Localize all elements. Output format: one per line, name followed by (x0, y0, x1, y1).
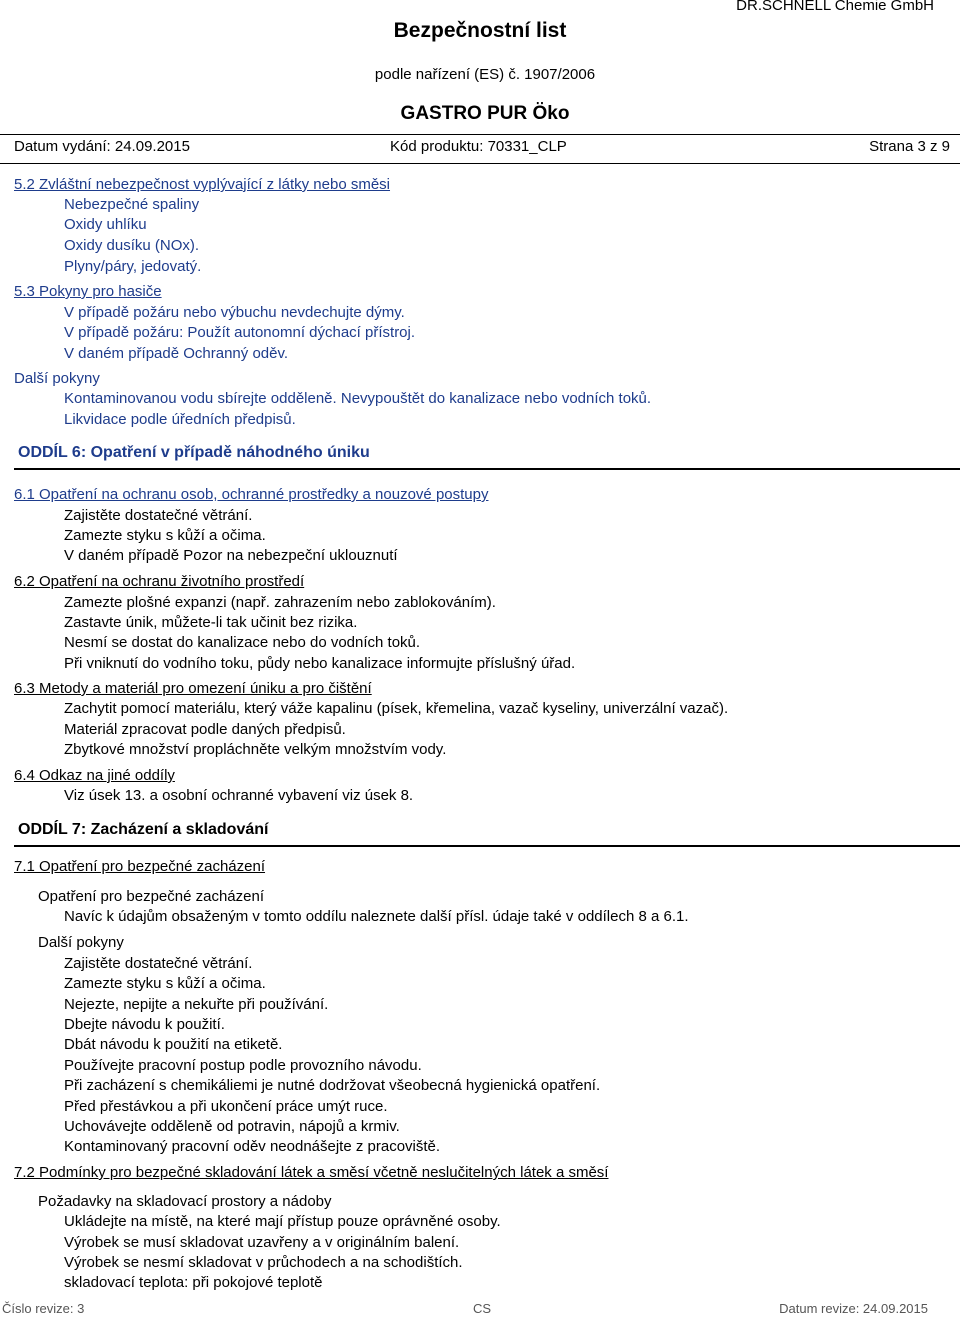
text-line: Nebezpečné spaliny (64, 196, 200, 213)
text-line: Dbát návodu k použití na etiketě. (64, 1036, 283, 1053)
text-line: skladovací teplota: při pokojové teplotě (64, 1274, 323, 1291)
page-number: Strana 3 z 9 (869, 138, 950, 155)
sub-heading: Další pokyny (14, 370, 100, 387)
text-line: Zamezte styku s kůží a očima. (64, 527, 266, 544)
revision-date: Datum revize: 24.09.2015 (779, 1301, 928, 1316)
text-line: Ukládejte na místě, na které mají přístup pouze oprávněné osoby. (64, 1213, 501, 1230)
issue-date: Datum vydání: 24.09.2015 (14, 138, 190, 155)
text-line: Zajistěte dostatečné větrání. (64, 955, 253, 972)
text-line: Materiál zpracovat podle daných předpisů. (64, 721, 346, 738)
text-line: Kontaminovaný pracovní oděv neodnášejte z pracoviště. (64, 1138, 441, 1155)
text-line: Zbytkové množství propláchněte velkým množstvím vody. (64, 741, 447, 758)
text-line: Oxidy uhlíku (64, 216, 147, 233)
language-code: CS (473, 1301, 492, 1316)
company-name: DR.SCHNELL Chemie GmbH (736, 0, 934, 14)
product-code: Kód produktu: 70331_CLP (390, 138, 567, 155)
sub-heading: Opatření pro bezpečné zacházení (38, 888, 264, 905)
section-6-title-bar (14, 440, 960, 470)
revision-number: Číslo revize: 3 (2, 1301, 85, 1316)
sub-heading: Další pokyny (38, 934, 124, 951)
text-line: Nesmí se dostat do kanalizace nebo do vodních toků. (64, 634, 421, 651)
text-line: V případě požáru nebo výbuchu nevdechujte dýmy. (64, 304, 405, 321)
text-line: V případě požáru: Použít autonomní dýchací přístroj. (64, 324, 416, 341)
document-title: Bezpečnostní list (393, 19, 567, 42)
regulation-line: podle nařízení (ES) č. 1907/2006 (374, 66, 596, 83)
section-7-title: ODDÍL 7: Zacházení a skladování (18, 821, 269, 838)
section-5-2-heading: 5.2 Zvláštní nebezpečnost vyplývající z látky nebo směsi (14, 176, 391, 193)
text-line: V daném případě Pozor na nebezpeční uklouznutí (64, 547, 398, 564)
text-line: Oxidy dusíku (NOx). (64, 237, 200, 254)
section-6-2-heading: 6.2 Opatření na ochranu životního prostředí (14, 573, 305, 590)
section-7-1-heading: 7.1 Opatření pro bezpečné zacházení (14, 858, 266, 875)
section-6-1-heading: 6.1 Opatření na ochranu osob, ochranné prostředky a nouzové postupy (14, 486, 489, 503)
text-line: Výrobek se nesmí skladovat v průchodech a na schodištích. (64, 1254, 463, 1271)
section-6-3-heading: 6.3 Metody a materiál pro omezení úniku a pro čištění (14, 680, 372, 697)
text-line: Zachytit pomocí materiálu, který váže kapalinu (písek, křemelina, vazač kyseliny, univerzální vazač). (64, 700, 729, 717)
text-line: V daném případě Ochranný oděv. (64, 345, 289, 362)
text-line: Likvidace podle úředních předpisů. (64, 411, 296, 428)
text-line: Používejte pracovní postup podle provozního návodu. (64, 1057, 422, 1074)
text-line: Kontaminovanou vodu sbírejte odděleně. Nevypouštět do kanalizace nebo vodních toků. (64, 390, 652, 407)
text-line: Zastavte únik, můžete-li tak učinit bez rizika. (64, 614, 358, 631)
text-line: Zamezte plošné expanzi (např. zahrazením nebo zablokováním). (64, 594, 496, 611)
text-line: Zamezte styku s kůží a očima. (64, 975, 266, 992)
product-name: GASTRO PUR Öko (400, 103, 570, 124)
text-line: Viz úsek 13. a osobní ochranné vybavení viz úsek 8. (64, 787, 414, 804)
text-line: Výrobek se musí skladovat uzavřeny a v originálním balení. (64, 1234, 460, 1251)
section-5-3-heading: 5.3 Pokyny pro hasiče (14, 283, 162, 300)
text-line: Zajistěte dostatečné větrání. (64, 507, 253, 524)
text-line: Uchovávejte odděleně od potravin, nápojů a krmiv. (64, 1118, 400, 1135)
text-line: Plyny/páry, jedovatý. (64, 258, 202, 275)
text-line: Navíc k údajům obsaženým v tomto oddílu naleznete další přísl. údaje také v oddílech 8 a 6.1. (64, 908, 689, 925)
section-6-title: ODDÍL 6: Opatření v případě náhodného úniku (18, 444, 370, 461)
text-line: Před přestávkou a při ukončení práce umýt ruce. (64, 1098, 388, 1115)
sub-heading: Požadavky na skladovací prostory a nádoby (38, 1193, 332, 1210)
section-7-2-heading: 7.2 Podmínky pro bezpečné skladování látek a směsí včetně neslučitelných látek a směsí (14, 1164, 609, 1181)
text-line: Při zacházení s chemikáliemi je nutné dodržovat všeobecná hygienická opatření. (64, 1077, 601, 1094)
section-7-title-bar (14, 817, 960, 847)
header-info-band (0, 134, 960, 164)
section-6-4-heading: 6.4 Odkaz na jiné oddíly (14, 767, 175, 784)
text-line: Nejezte, nepijte a nekuřte při používání. (64, 996, 329, 1013)
text-line: Dbejte návodu k použití. (64, 1016, 225, 1033)
text-line: Při vniknutí do vodního toku, půdy nebo kanalizace informujte příslušný úřad. (64, 655, 576, 672)
